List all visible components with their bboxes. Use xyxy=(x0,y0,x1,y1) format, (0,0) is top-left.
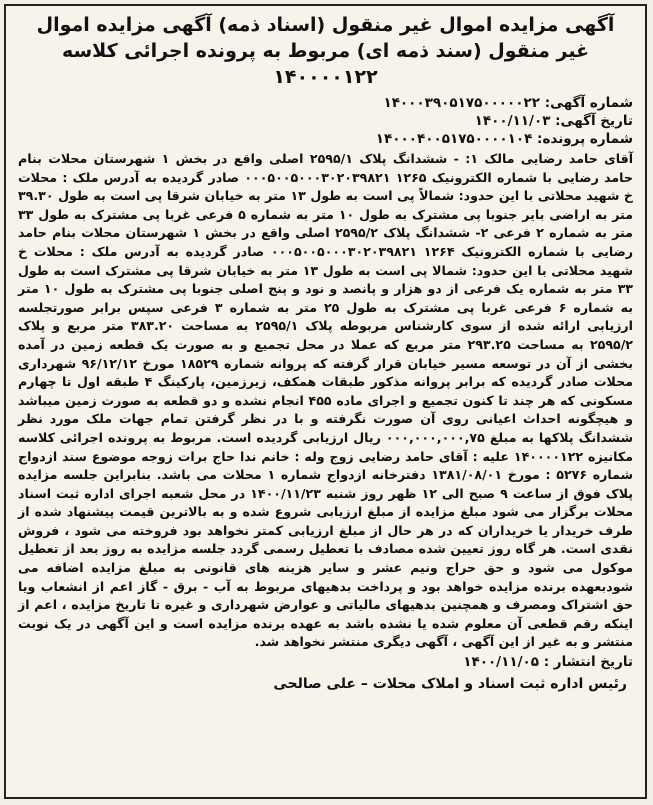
notice-body: آقای حامد رضایی مالک ۱: - ششدانگ پلاک ۲۵۹۵/۱ اصلی واقع در بخش ۱ شهرستان محلات بنام حامد رضایی با شماره الکترونیک ۱۲۶۵ ۰۰۰۵۰۰۵۰۰۰۳۰۲۰۳۹۸۲۱ صادر گردیده به آدرس ملک : محلات خ شهید محلاتی با این حدود: شمالاً پی است به طول ۱۳ متر به خیابان شرقا پی است به طول ۳۹.۳۰ متر به اراضی بایر جنوبا پی مشترک به طول ۱۰ متر به شماره ۵ فرعی غربا پی مشترک به طول ۳۳ متر به شماره ۲ فرعی ۲- ششدانگ پلاک ۲۵۹۵/۲ اصلی واقع در بخش ۱ شهرستان محلات بنام حامد رضایی با شماره الکترونیک ۱۲۶۴ ۰۰۰۵۰۰۵۰۰۰۳۰۲۰۳۹۸۲۱ صادر گردیده به آدرس ملک : محلات خ شهید محلاتی با این حدود: شمالا پی است به طول ۱۳ متر به خیابان شرقا پی مشترک است به طول ۳۳ متر به شماره یک فرعی از دو هزار و پانصد و نود و پنج اصلی جنوبا پی مشترک به طول ۱۰ متر به شماره ۶ فرعی غربا پی مشترک به طول ۲۵ متر به شماره ۳ فرعی سپس برابر صورتجلسه ارزیابی ارائه شده از سوی کارشناس مربوطه پلاک ۲۵۹۵/۱ به مساحت ۳۸۳.۲۰ متر مربع و پلاک ۲۵۹۵/۲ به مساحت ۲۹۳.۲۵ متر مربع که عملا در محل تجمیع و به صورت یک قطعه زمین در آمده بخشی از آن در توسعه مسیر خیابان قرار گرفته که پروانه شماره ۱۸۵۲۹ مورخ ۹۶/۱۲/۱۲ شهرداری محلات صادر گردیده که برابر پروانه مذکور طبقات همکف، زیرزمین، پارکینگ ۴ طبقه اول تا چهارم مسکونی که هر چند تا کنون تجمیع و اجرای ماده ۴۵۵ انجام نشده و دو قطعه به صورت زمین میباشد و هیچگونه احداث اعیانی روی آن صورت نگرفته و با در نظر گرفتن تمام جهات ملک مورد نظر ششدانگ پلاکها به مبلغ ۰۰۰,۰۰۰,۰۰۰,۷۵ ریال ارزیابی گردیده است. مربوط به پرونده اجرائی کلاسه مکانیزه ۱۴۰۰۰۰۱۲۲ علیه : آقای حامد رضایی زوج وله : خانم ندا حاج برات زوجه موضوع سند ازدواج شماره ۵۲۷۶ : مورخ ۱۳۸۱/۰۸/۰۱ دفترخانه ازدواج شماره ۱ محلات می باشد. بنابراین جلسه مزایده پلاک فوق از ساعت ۹ صبح الی ۱۲ ظهر روز شنبه ۱۴۰۰/۱۱/۲۳ در محل شعبه اجرای اداره ثبت اسناد محلات برگزار می شود مبلغ مزایده از مبلغ ارزیابی شروع شده و به بالاترین قیمت پیشنهاد شده از طرف خریدار یا خریداران که در هر حال از مبلغ ارزیابی کمتر نخواهد بود فروخته می شود ، فروش نقدی است. هر گاه روز تعیین شده مصادف با تعطیل رسمی گردد جلسه مزایده به روز بعد از تعطیل موکول می شود و حق حراج ونیم عشر و سایر هزینه های قانونی به مبلغ مزایده اضافه می شودبعهده برنده مزایده خواهد بود و پرداخت بدهیهای مربوط به آب - برق - گاز اعم از انشعاب ویا حق اشتراک ومصرف و همچنین بدهیهای مالیاتی و عوارض شهرداری و غیره تا تاریخ مزایده ، اعم از اینکه رقم قطعی آن معلوم شده یا نشده باشد به عهده برنده مزایده است و این آگهی در یک نوبت منتشر و به غیر از این آگهی ، آگهی دیگری منتشر نخواهد شد. xyxy=(18,151,634,650)
publish-date: تاریخ انتشار : ۱۴۰۰/۱۱/۰۵ xyxy=(463,654,633,671)
signature-line: رئیس اداره ثبت اسناد و املاک محلات – علی صالحی xyxy=(273,676,627,693)
notice-content xyxy=(6,6,645,698)
notice-frame xyxy=(4,4,647,799)
notice-title: آگهی مزایده اموال غیر منقول (اسناد ذمه) آگهی مزایده اموال غیر منقول (سند ذمه ای) مربوط به پرونده اجرائی کلاسه ۱۴۰۰۰۰۱۲۲ xyxy=(36,14,615,88)
ad-number: شماره آگهی: ۱۴۰۰۰۳۹۰۵۱۷۵۰۰۰۰۰۲۲ xyxy=(383,95,633,111)
case-number: شماره پرونده: ۱۴۰۰۰۴۰۰۵۱۷۵۰۰۰۰۱۰۴ xyxy=(375,131,633,147)
ad-date: تاریخ آگهی: ۱۴۰۰/۱۱/۰۳ xyxy=(474,113,633,129)
notice-meta xyxy=(18,94,633,148)
